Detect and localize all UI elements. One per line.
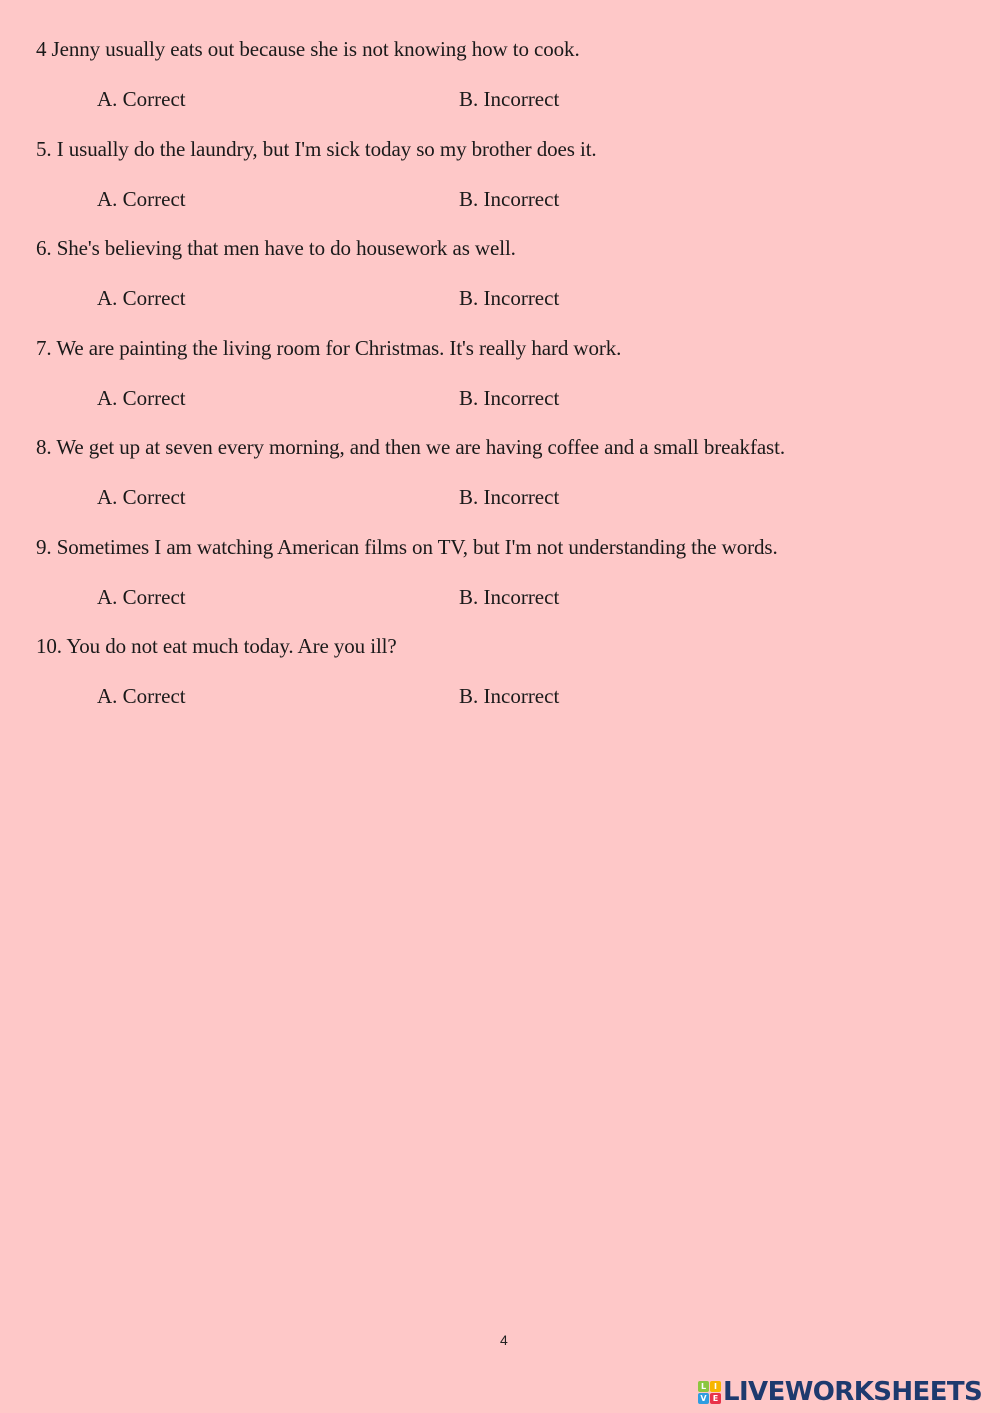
logo-text: LIVEWORKSHEETS — [723, 1377, 983, 1407]
liveworksheets-logo — [698, 1378, 982, 1406]
question-10-option-b[interactable]: B. Incorrect — [459, 684, 560, 708]
logo-block-l: L — [698, 1381, 709, 1392]
question-8: 8. We get up at seven every morning, and then we are having coffee and a small breakfast. — [36, 435, 786, 459]
question-10-option-a[interactable]: A. Correct — [97, 684, 186, 708]
question-9: 9. Sometimes I am watching American films on TV, but I'm not understanding the words. — [36, 535, 778, 559]
question-7-option-a[interactable]: A. Correct — [97, 386, 186, 410]
logo-block-i: I — [710, 1381, 721, 1392]
question-7: 7. We are painting the living room for Christmas. It's really hard work. — [36, 336, 622, 360]
question-9-option-b[interactable]: B. Incorrect — [459, 585, 560, 609]
question-10: 10. You do not eat much today. Are you ill? — [36, 634, 397, 658]
question-5: 5. I usually do the laundry, but I'm sick today so my brother does it. — [36, 137, 597, 161]
logo-block-v: V — [698, 1393, 709, 1404]
live-blocks-icon — [698, 1381, 721, 1404]
question-4: 4 Jenny usually eats out because she is not knowing how to cook. — [36, 37, 580, 61]
question-7-option-b[interactable]: B. Incorrect — [459, 386, 560, 410]
logo-block-e: E — [710, 1393, 721, 1404]
question-5-option-a[interactable]: A. Correct — [97, 187, 186, 211]
question-6-option-a[interactable]: A. Correct — [97, 286, 186, 310]
question-8-option-a[interactable]: A. Correct — [97, 485, 186, 509]
question-6-option-b[interactable]: B. Incorrect — [459, 286, 560, 310]
question-9-option-a[interactable]: A. Correct — [97, 585, 186, 609]
question-5-option-b[interactable]: B. Incorrect — [459, 187, 560, 211]
question-4-option-a[interactable]: A. Correct — [97, 87, 186, 111]
page-number: 4 — [500, 1332, 508, 1348]
question-4-option-b[interactable]: B. Incorrect — [459, 87, 560, 111]
question-6: 6. She's believing that men have to do housework as well. — [36, 236, 516, 260]
question-8-option-b[interactable]: B. Incorrect — [459, 485, 560, 509]
